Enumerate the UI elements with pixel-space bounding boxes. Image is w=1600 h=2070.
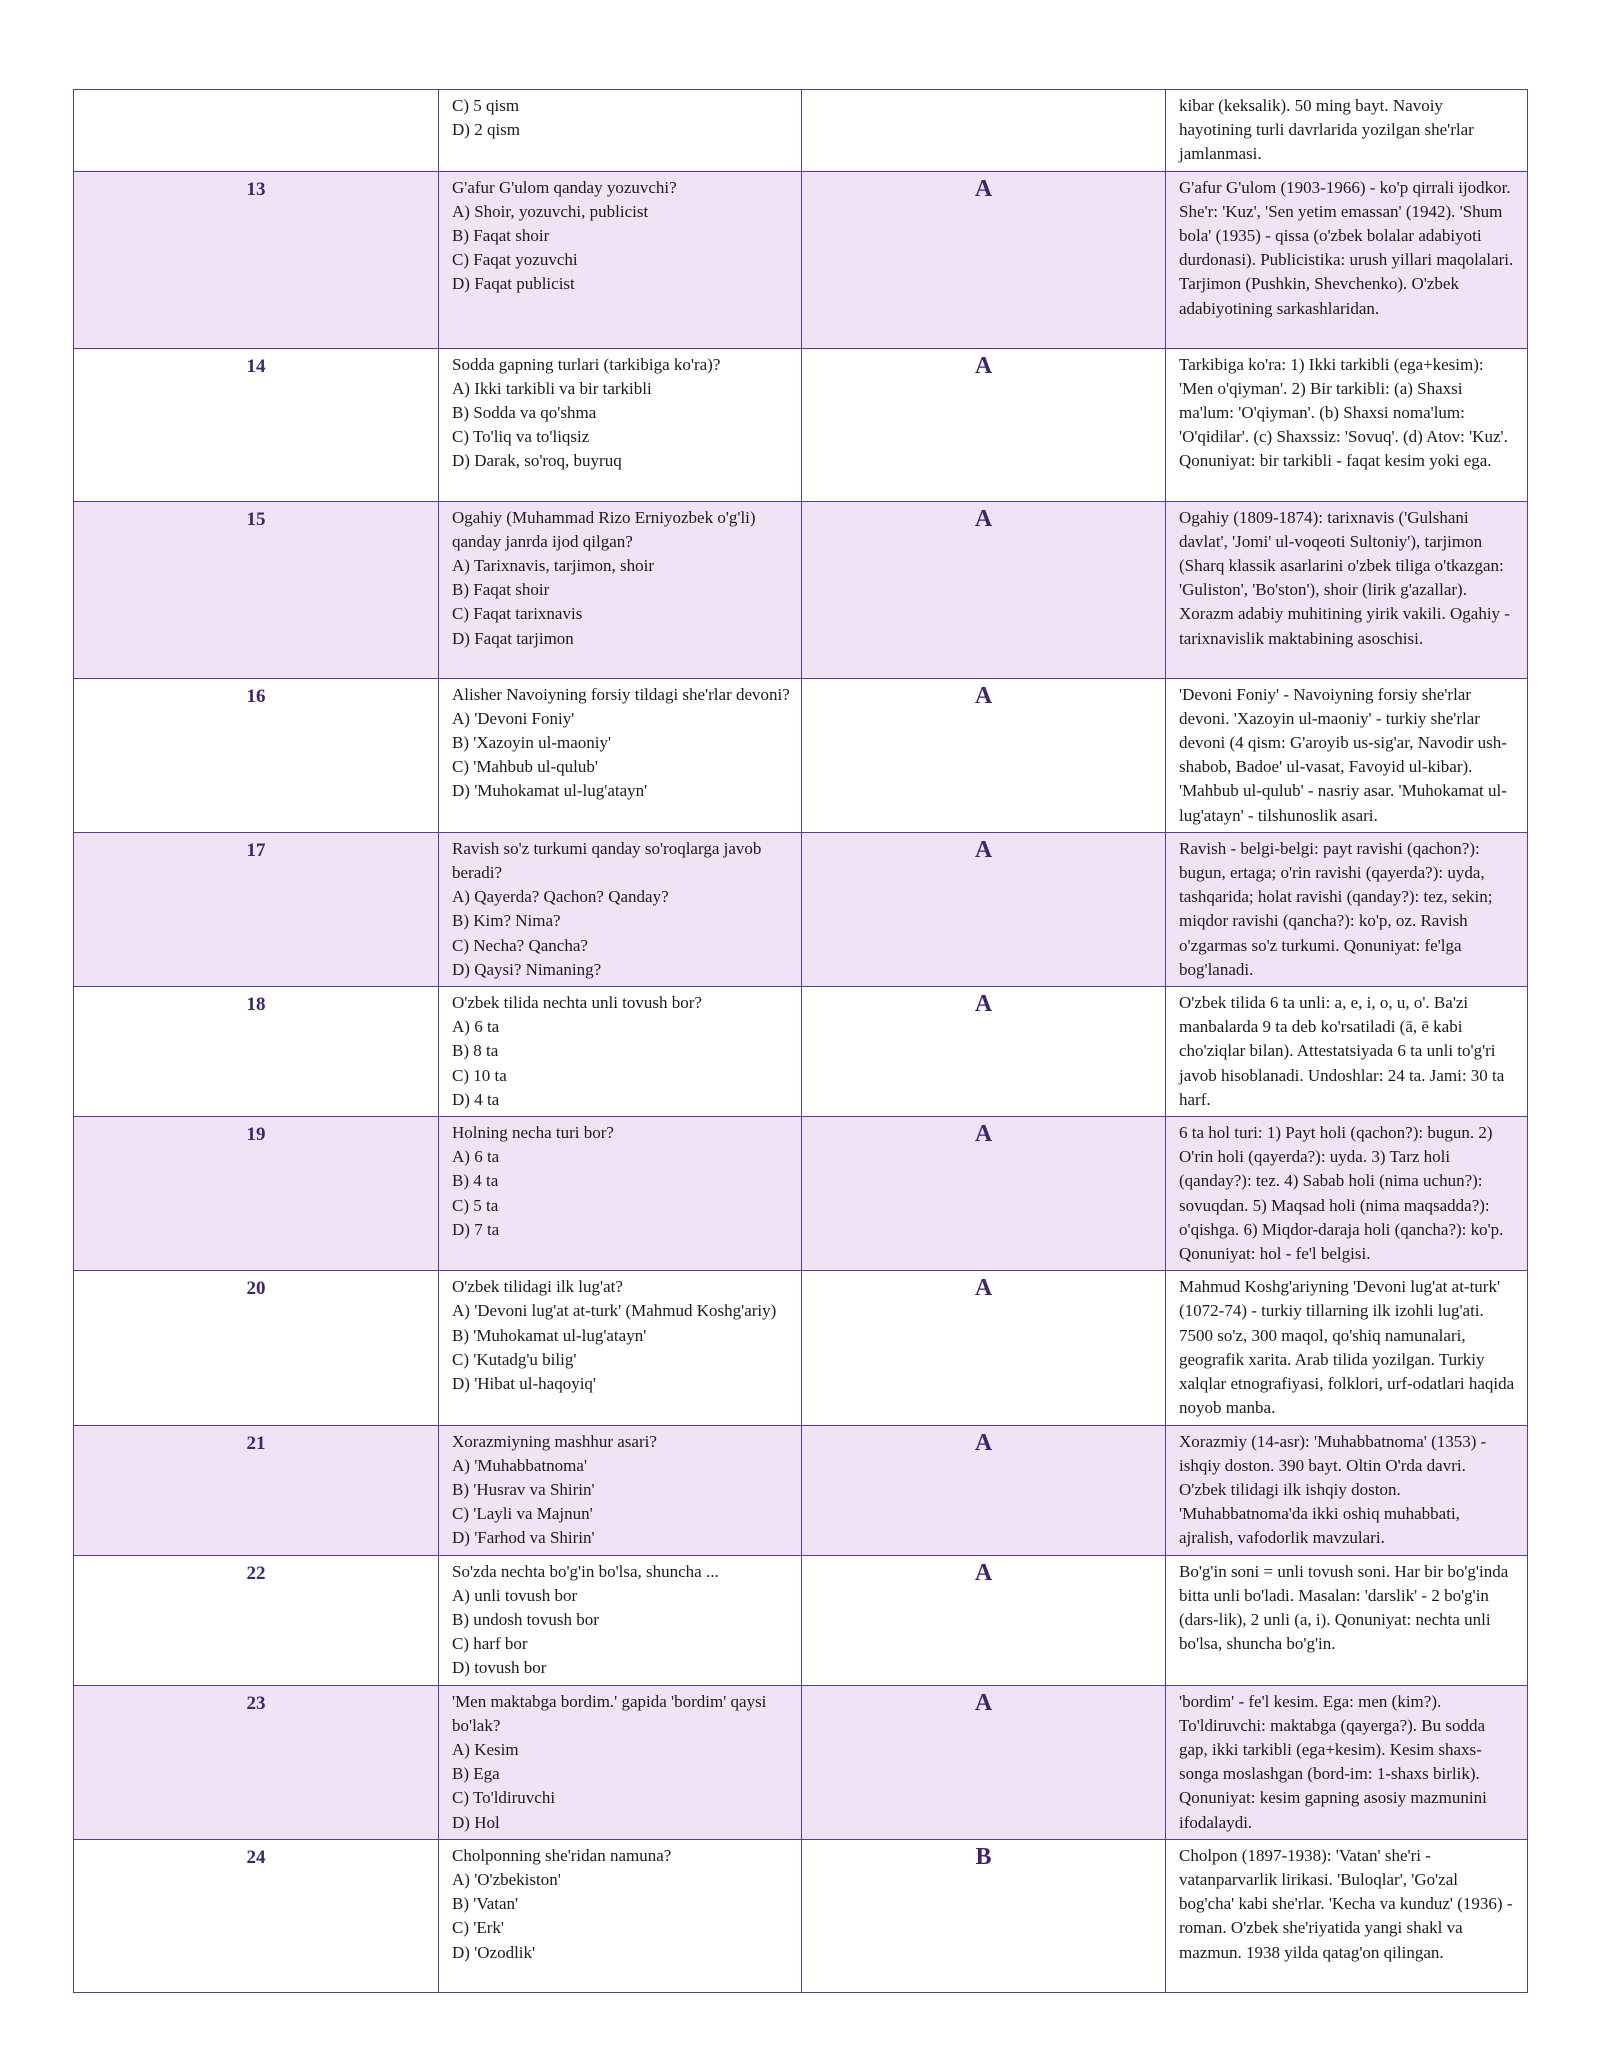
answer-option: A) 'Muhabbatnoma' — [452, 1455, 588, 1475]
answer-option: B) 'Xazoyin ul-maoniy' — [452, 733, 612, 753]
answer-option: C) Necha? Qancha? — [452, 935, 588, 955]
question-text: Ogahiy (Muhammad Rizo Erniyozbek o'g'li) qanday janrda ijod qilgan? — [452, 507, 756, 551]
question-number: 20 — [74, 1271, 439, 1425]
question-text: Holning necha turi bor? — [452, 1123, 614, 1143]
answer-option: C) harf bor — [452, 1634, 528, 1654]
answer-option: A) 'Devoni Foniy' — [452, 708, 575, 728]
question-cell — [439, 501, 802, 678]
question-text: 'Men maktabga bordim.' gapida 'bordim' qaysi bo'lak? — [452, 1691, 767, 1735]
answer-option: B) Kim? Nima? — [452, 911, 561, 931]
question-cell — [439, 90, 802, 172]
answer-option: C) Faqat yozuvchi — [452, 250, 578, 270]
table-row — [74, 1425, 1528, 1555]
correct-answer: A — [802, 832, 1166, 986]
question-text: Ravish so'z turkumi qanday so'roqlarga javob beradi? — [452, 838, 762, 883]
explanation-cell: Mahmud Koshg'ariyning 'Devoni lug'at at-turk' (1072-74) - turkiy tillarning ilk izohli lug'ati. 7500 so'z, 300 maqol, qo'shiq namunalari, geografik xarita. Arab tilida yozilgan. Turkiy xalqlar etnografiyasi, folklori, urf-odatlari haqida noyob manba. — [1166, 1271, 1528, 1425]
answer-option: B) Ega — [452, 1764, 500, 1784]
answer-option: C) 5 ta — [452, 1195, 499, 1215]
answer-option: C) 'Kutadg'u bilig' — [452, 1349, 577, 1369]
explanation-cell: Cholpon (1897-1938): 'Vatan' she'ri - vatanparvarlik lirikasi. 'Buloqlar', 'Go'zal bog'cha' kabi she'rlar. 'Kecha va kunduz' (1936) - roman. O'zbek she'riyatida yangi shakl va mazmun. 1938 yilda qatag'on qilingan. — [1166, 1839, 1528, 1992]
explanation-cell: kibar (keksalik). 50 ming bayt. Navoiy hayotining turli davrlarida yozilgan she'rlar jamlanmasi. — [1166, 90, 1528, 172]
answer-option: C) 'Mahbub ul-qulub' — [452, 757, 598, 777]
question-number: 22 — [74, 1555, 439, 1685]
question-number: 17 — [74, 832, 439, 986]
table-row — [74, 1555, 1528, 1685]
question-cell — [439, 1555, 802, 1685]
question-text: O'zbek tilidagi ilk lug'at? — [452, 1277, 623, 1297]
question-text: So'zda nechta bo'g'in bo'lsa, shuncha ... — [452, 1561, 719, 1581]
question-number: 15 — [74, 501, 439, 678]
answer-option: A) 'Devoni lug'at at-turk' (Mahmud Koshg'ariy) — [452, 1301, 777, 1321]
answer-option: A) Kesim — [452, 1739, 519, 1759]
question-cell — [439, 171, 802, 348]
explanation-cell: 'bordim' - fe'l kesim. Ega: men (kim?). To'ldiruvchi: maktabga (qayerga?). Bu sodda gap, ikki tarkibli (ega+kesim). Kesim shaxs-songa moslashgan (bord-im: 1-shaxs birlik). Qonuniyat: kesim gapning asosiy mazmunini ifodalaydi. — [1166, 1685, 1528, 1839]
answer-option: D) 2 qism — [452, 120, 520, 140]
answer-option: D) Faqat publicist — [452, 274, 575, 294]
correct-answer: A — [802, 1425, 1166, 1555]
answer-option: B) 4 ta — [452, 1171, 499, 1191]
explanation-cell: Ogahiy (1809-1874): tarixnavis ('Gulshani davlat', 'Jomi' ul-voqeoti Sultoniy'), tarjimon (Sharq klassik asarlarini o'zbek tiliga o'tkazgan: 'Guliston', 'Bo'ston'), shoir (lirik g'azallar). Xorazm adabiy muhitining yirik vakili. Ogahiy - tarixnavislik maktabining asoschisi. — [1166, 501, 1528, 678]
correct-answer: A — [802, 1555, 1166, 1685]
explanation-cell: 'Devoni Foniy' - Navoiyning forsiy she'rlar devoni. 'Xazoyin ul-maoniy' - turkiy she'rlar devoni (4 qism: G'aroyib us-sig'ar, Navodir ush-shabob, Badoe' ul-vasat, Favoyid ul-kibar). 'Mahbub ul-qulub' - nasriy asar. 'Muhokamat ul-lug'atayn' - tilshunoslik asari. — [1166, 678, 1528, 832]
question-cell — [439, 1685, 802, 1839]
answer-option: C) 'Layli va Majnun' — [452, 1504, 593, 1524]
table-row — [74, 1117, 1528, 1271]
correct-answer: B — [802, 1839, 1166, 1992]
question-cell — [439, 1117, 802, 1271]
answer-option: D) Darak, so'roq, buyruq — [452, 451, 622, 471]
question-cell — [439, 987, 802, 1117]
question-number: 24 — [74, 1839, 439, 1992]
question-number: 21 — [74, 1425, 439, 1555]
answer-option: D) 7 ta — [452, 1219, 500, 1239]
answer-option: D) Qaysi? Nimaning? — [452, 959, 602, 979]
explanation-cell: 6 ta hol turi: 1) Payt holi (qachon?): bugun. 2) O'rin holi (qayerda?): uyda. 3) Tarz holi (qanday?): tez. 4) Sabab holi (nima uchun?): sovuqdan. 5) Maqsad holi (nima maqsadda?): o'qishga. 6) Miqdor-daraja holi (qancha?): ko'p. Qonuniyat: hol - fe'l belgisi. — [1166, 1117, 1528, 1271]
answer-key-table — [73, 89, 1528, 1993]
question-text: Xorazmiyning mashhur asari? — [452, 1431, 657, 1451]
explanation-cell: Tarkibiga ko'ra: 1) Ikki tarkibli (ega+kesim): 'Men o'qiyman'. 2) Bir tarkibli: (a) Shaxsi ma'lum: 'O'qiyman'. (b) Shaxsi noma'lum: 'O'qidilar'. (c) Shaxssiz: 'Sovuq'. (d) Atov: 'Kuz'. Qonuniyat: bir tarkibli - faqat kesim yoki ega. — [1166, 348, 1528, 501]
correct-answer: A — [802, 1117, 1166, 1271]
table-row — [74, 1685, 1528, 1839]
question-cell — [439, 1425, 802, 1555]
correct-answer: A — [802, 987, 1166, 1117]
question-number: 23 — [74, 1685, 439, 1839]
answer-option: D) Faqat tarjimon — [452, 628, 574, 648]
answer-option: D) tovush bor — [452, 1658, 547, 1678]
answer-option: A) unli tovush bor — [452, 1585, 578, 1605]
answer-option: A) Qayerda? Qachon? Qanday? — [452, 887, 669, 907]
question-number: 19 — [74, 1117, 439, 1271]
explanation-cell: Bo'g'in soni = unli tovush soni. Har bir bo'g'inda bitta unli bo'ladi. Masalan: 'darslik' - 2 bo'g'in (dars-lik), 2 unli (a, i). Qonuniyat: nechta unli bo'lsa, shuncha bo'g'in. — [1166, 1555, 1528, 1685]
answer-option: D) 'Hibat ul-haqoyiq' — [452, 1374, 596, 1394]
table-row — [74, 501, 1528, 678]
table-row — [74, 171, 1528, 348]
question-text: Sodda gapning turlari (tarkibiga ko'ra)? — [452, 354, 721, 374]
answer-option: A) Ikki tarkibli va bir tarkibli — [452, 378, 652, 398]
answer-option: C) 10 ta — [452, 1065, 507, 1085]
question-text: Cholponning she'ridan namuna? — [452, 1845, 672, 1865]
question-number: 16 — [74, 678, 439, 832]
explanation-cell: Xorazmiy (14-asr): 'Muhabbatnoma' (1353) - ishqiy doston. 390 bayt. Oltin O'rda davri. O'zbek tilidagi ilk ishqiy doston. 'Muhabbatnoma'da ikki oshiq muhabbati, ajralish, vafodorlik mavzulari. — [1166, 1425, 1528, 1555]
answer-option: B) 'Husrav va Shirin' — [452, 1479, 595, 1499]
answer-option: C) To'liq va to'liqsiz — [452, 427, 590, 447]
table-row — [74, 1271, 1528, 1425]
answer-option: A) 6 ta — [452, 1147, 500, 1167]
answer-option: D) 'Ozodlik' — [452, 1942, 536, 1962]
explanation-cell: O'zbek tilida 6 ta unli: a, e, i, o, u, o'. Ba'zi manbalarda 9 ta deb ko'rsatiladi (ā, ē kabi cho'ziqlar bilan). Attestatsiyada 6 ta unli to'g'ri javob hisoblanadi. Undoshlar: 24 ta. Jami: 30 ta harf. — [1166, 987, 1528, 1117]
answer-option: B) undosh tovush bor — [452, 1609, 599, 1629]
answer-option: D) 'Farhod va Shirin' — [452, 1528, 595, 1548]
question-number — [74, 90, 439, 172]
correct-answer: A — [802, 1685, 1166, 1839]
correct-answer: A — [802, 501, 1166, 678]
question-cell — [439, 348, 802, 501]
correct-answer: A — [802, 678, 1166, 832]
answer-option: D) 4 ta — [452, 1089, 500, 1109]
table-row — [74, 90, 1528, 172]
table-row — [74, 987, 1528, 1117]
correct-answer — [802, 90, 1166, 172]
table-row — [74, 832, 1528, 986]
answer-option: A) 6 ta — [452, 1017, 500, 1037]
answer-option: B) 'Muhokamat ul-lug'atayn' — [452, 1325, 647, 1345]
answer-option: B) Faqat shoir — [452, 226, 550, 246]
correct-answer: A — [802, 1271, 1166, 1425]
question-text: C) 5 qism — [452, 96, 520, 115]
correct-answer: A — [802, 171, 1166, 348]
explanation-cell: Ravish - belgi-belgi: payt ravishi (qachon?): bugun, ertaga; o'rin ravishi (qayerda?): uyda, tashqarida; holat ravishi (qanday?): tez, sekin; miqdor ravishi (qancha?): ko'p, oz. Ravish o'zgarmas so'z turkumi. Qonuniyat: fe'lga bog'lanadi. — [1166, 832, 1528, 986]
question-number: 14 — [74, 348, 439, 501]
question-text: Alisher Navoiyning forsiy tildagi she'rlar devoni? — [452, 684, 790, 704]
answer-option: B) Faqat shoir — [452, 580, 550, 600]
table-body — [74, 90, 1528, 1993]
answer-option: C) To'ldiruvchi — [452, 1788, 556, 1808]
answer-option: C) 'Erk' — [452, 1918, 504, 1938]
question-cell — [439, 1271, 802, 1425]
question-cell — [439, 678, 802, 832]
table-row — [74, 1839, 1528, 1992]
answer-option: B) Sodda va qo'shma — [452, 403, 597, 423]
answer-option: B) 'Vatan' — [452, 1894, 519, 1914]
question-text: O'zbek tilida nechta unli tovush bor? — [452, 993, 702, 1013]
answer-option: D) 'Muhokamat ul-lug'atayn' — [452, 781, 648, 801]
explanation-cell: G'afur G'ulom (1903-1966) - ko'p qirrali ijodkor. She'r: 'Kuz', 'Sen yetim emassan' (1942). 'Shum bola' (1935) - qissa (o'zbek bolalar adabiyoti durdonasi). Publicistika: urush yillari maqolalari. Tarjimon (Pushkin, Shevchenko). O'zbek adabiyotining sarkashlaridan. — [1166, 171, 1528, 348]
answer-option: A) 'O'zbekiston' — [452, 1869, 561, 1889]
answer-option: A) Shoir, yozuvchi, publicist — [452, 201, 649, 221]
answer-option: D) Hol — [452, 1812, 500, 1832]
question-text: G'afur G'ulom qanday yozuvchi? — [452, 177, 677, 197]
question-number: 13 — [74, 171, 439, 348]
answer-option: A) Tarixnavis, tarjimon, shoir — [452, 556, 654, 576]
table-row — [74, 678, 1528, 832]
answer-option: C) Faqat tarixnavis — [452, 604, 583, 624]
question-cell — [439, 832, 802, 986]
answer-option: B) 8 ta — [452, 1041, 499, 1061]
question-number: 18 — [74, 987, 439, 1117]
question-cell — [439, 1839, 802, 1992]
correct-answer: A — [802, 348, 1166, 501]
table-row — [74, 348, 1528, 501]
